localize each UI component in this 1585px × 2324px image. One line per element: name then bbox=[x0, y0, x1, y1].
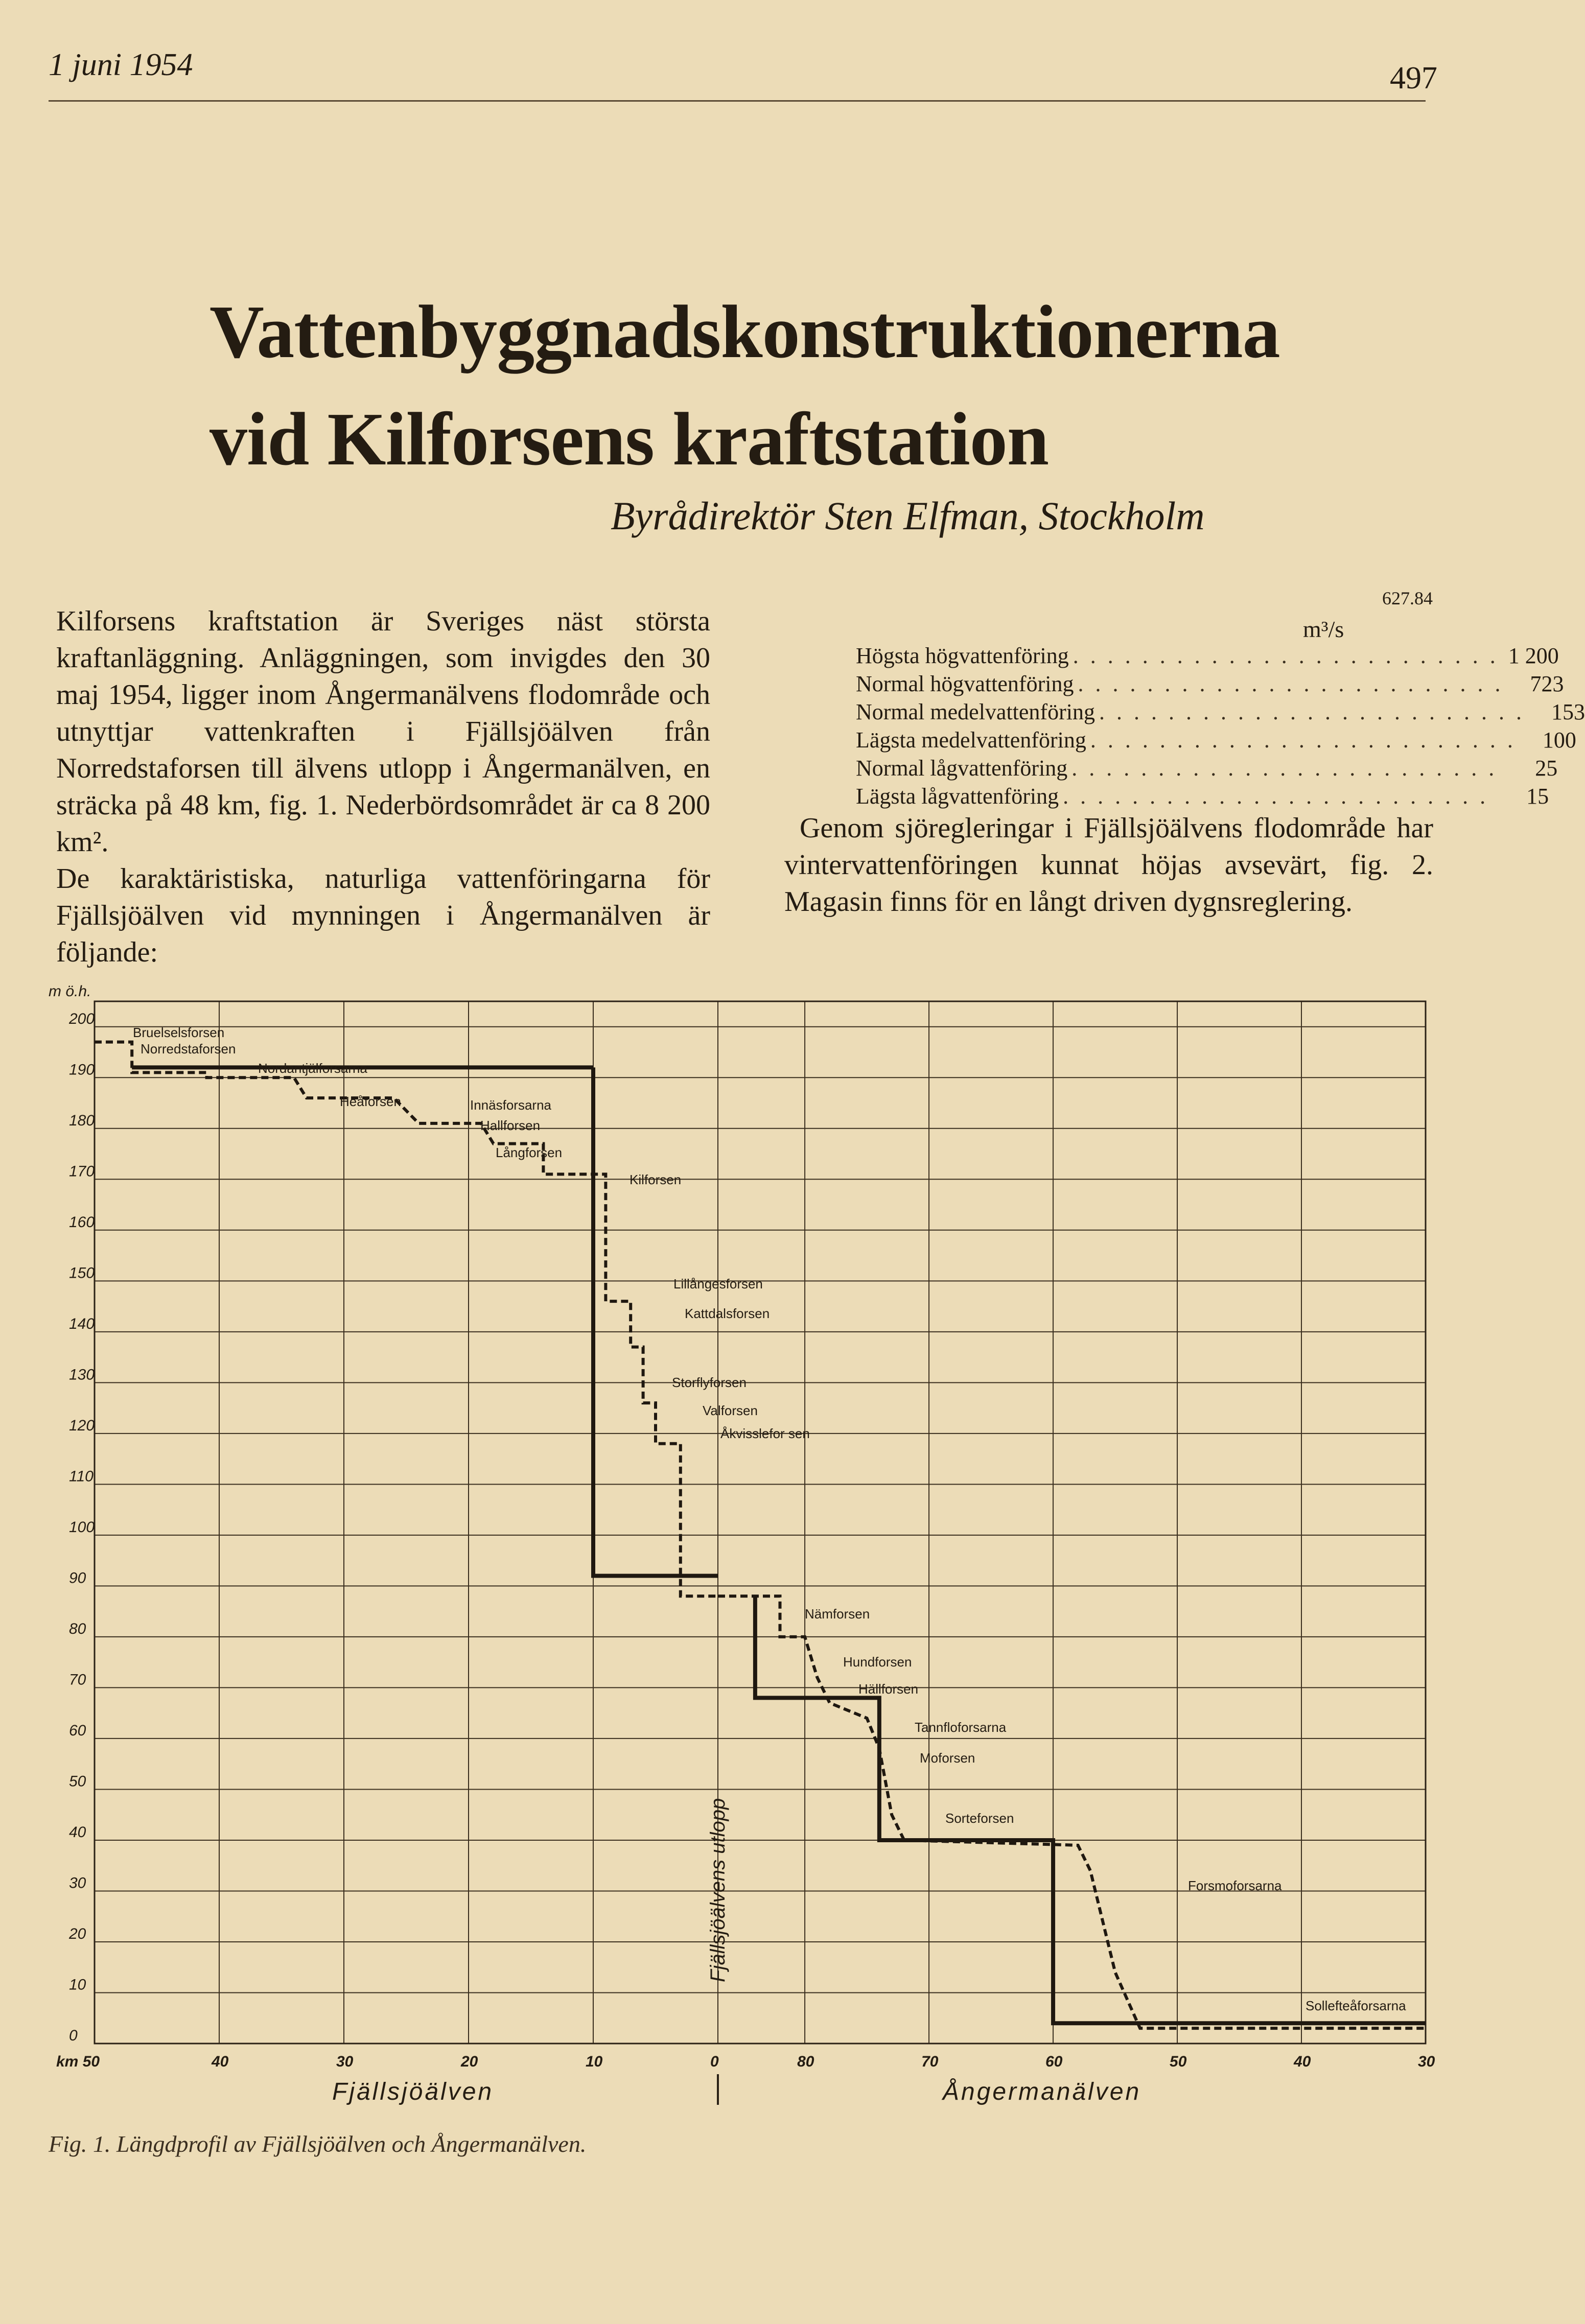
flow-label: Lägsta lågvattenföring bbox=[856, 784, 1059, 809]
flow-label: Normal medelvattenföring bbox=[856, 699, 1095, 724]
y-tick-label: 130 bbox=[69, 1366, 95, 1383]
station-label: Innäsforsarna bbox=[470, 1097, 551, 1113]
y-tick-label: 140 bbox=[69, 1315, 95, 1332]
y-tick-label: 40 bbox=[69, 1823, 86, 1841]
classification-code: 627.84 bbox=[1382, 588, 1433, 608]
station-label: Heåforsen bbox=[340, 1094, 401, 1109]
y-tick-label: 0 bbox=[69, 2027, 78, 2044]
leader-dots: . . . . . . . . . . . . . . . . . . . . . . . . . bbox=[1090, 727, 1516, 753]
flow-label: Högsta högvattenföring bbox=[856, 643, 1069, 668]
station-label: Nämforsen bbox=[805, 1606, 870, 1622]
flow-value: 15 bbox=[1526, 784, 1549, 809]
station-label: Norredstaforsen bbox=[141, 1041, 236, 1057]
x-tick-label: km 50 bbox=[56, 2053, 100, 2070]
station-label: Lillångesforsen bbox=[673, 1276, 763, 1292]
leader-dots: . . . . . . . . . . . . . . . . . . . . . . . . . bbox=[1063, 784, 1489, 809]
y-tick-label: 150 bbox=[69, 1264, 95, 1282]
leader-dots: . . . . . . . . . . . . . . . . . . . . . . . . . bbox=[1071, 756, 1498, 781]
x-tick-label: 30 bbox=[336, 2053, 354, 2070]
y-tick-label: 60 bbox=[69, 1722, 86, 1739]
flow-value: 1 200 bbox=[1508, 643, 1559, 668]
flow-value: 723 bbox=[1530, 671, 1564, 696]
y-tick-label: 70 bbox=[69, 1671, 86, 1688]
station-label: Sorteforsen bbox=[945, 1811, 1014, 1826]
x-tick-label: 40 bbox=[212, 2053, 229, 2070]
y-tick-label: 110 bbox=[69, 1468, 94, 1485]
station-label: Hällforsen bbox=[858, 1681, 919, 1697]
y-tick-label: 200 bbox=[69, 1010, 95, 1027]
paragraph-regulation: Genom sjöregleringar i Fjällsjöälvens flodområde har vintervattenföringen kunnat höjas avsevärt, fig. 2. Magasin finns för en långt driven dygnsreglering. bbox=[784, 812, 1433, 918]
title-line-1: Vattenbyggnadskonstruktionerna bbox=[209, 290, 1280, 374]
river-profile-fjallsjo bbox=[95, 1042, 718, 1597]
y-tick-label: 180 bbox=[69, 1112, 95, 1129]
station-label: Kilforsen bbox=[630, 1172, 682, 1187]
paragraph-intro: Kilforsens kraftstation är Sveriges näst största kraftanläggning. Anläggningen, som invigdes den 30 maj 1954, ligger inom Ångermanälvens flodområde och utnyttjar vattenkraften i Fjällsjöälven från Norredstaforsen till älvens utlopp i Ångermanälven, en sträcka på 48 km, fig. 1. Nederbördsområdet är ca 8 200 km². bbox=[56, 605, 710, 858]
leader-dots: . . . . . . . . . . . . . . . . . . . . . . . . . bbox=[1078, 671, 1504, 696]
station-label: Forsmoforsarna bbox=[1188, 1878, 1282, 1893]
x-axis-label-angerman: Ångermanälven bbox=[943, 2078, 1141, 2105]
station-label: Sollefteåforsarna bbox=[1306, 1998, 1406, 2013]
y-tick-label: 90 bbox=[69, 1569, 86, 1587]
figure-caption: Fig. 1. Längdprofil av Fjällsjöälven och Ångermanälven. bbox=[49, 2131, 587, 2157]
station-label: Nordantjälforsarna bbox=[258, 1061, 367, 1076]
y-tick-label: 190 bbox=[69, 1061, 95, 1078]
y-tick-label: 80 bbox=[69, 1620, 86, 1637]
y-tick-label: 20 bbox=[69, 1925, 86, 1942]
leader-dots: . . . . . . . . . . . . . . . . . . . . . . . . . bbox=[1073, 643, 1499, 668]
x-tick-label: 70 bbox=[921, 2053, 939, 2070]
leader-dots: . . . . . . . . . . . . . . . . . . . . . . . . . bbox=[1099, 699, 1525, 724]
flow-unit: m³/s bbox=[1303, 616, 1344, 642]
x-tick-label: 0 bbox=[710, 2053, 719, 2070]
y-tick-label: 50 bbox=[69, 1773, 86, 1790]
flow-value: 153 bbox=[1551, 699, 1585, 724]
x-axis-label-fjallsjo: Fjällsjöälven bbox=[332, 2078, 494, 2105]
station-label: Åkvisslefor sen bbox=[720, 1426, 810, 1441]
station-label: Bruelselsforsen bbox=[133, 1025, 225, 1040]
y-tick-label: 170 bbox=[69, 1163, 95, 1180]
issue-date: 1 juni 1954 bbox=[49, 48, 193, 82]
page-number: 497 bbox=[1390, 61, 1437, 96]
station-label: Valforsen bbox=[703, 1403, 758, 1418]
station-label: Storflyforsen bbox=[672, 1375, 747, 1390]
flow-label: Normal lågvattenföring bbox=[856, 756, 1068, 781]
flow-value: 25 bbox=[1535, 756, 1558, 781]
river-profile-angerman bbox=[718, 1596, 1426, 2028]
station-label: Långforsen bbox=[496, 1145, 563, 1160]
x-tick-label: 30 bbox=[1418, 2053, 1435, 2070]
x-tick-label: 80 bbox=[797, 2053, 814, 2070]
flow-label: Lägsta medelvattenföring bbox=[856, 727, 1086, 753]
x-tick-label: 50 bbox=[1170, 2053, 1187, 2070]
flow-value: 100 bbox=[1542, 727, 1576, 753]
x-tick-label: 10 bbox=[586, 2053, 603, 2070]
y-axis-label: m ö.h. bbox=[49, 983, 91, 1000]
x-tick-label: 60 bbox=[1045, 2053, 1063, 2070]
paragraph-flows: De karaktäristiska, naturliga vattenföringarna för Fjällsjöälven vid mynningen i Ångermanälven är följande: bbox=[56, 863, 710, 968]
y-tick-label: 120 bbox=[69, 1417, 95, 1434]
y-tick-label: 100 bbox=[69, 1518, 95, 1536]
kilforsen-head-line bbox=[593, 1067, 718, 1576]
station-label: Kattdalsforsen bbox=[685, 1306, 770, 1321]
station-label: Moforsen bbox=[920, 1750, 975, 1766]
x-tick-label: 20 bbox=[461, 2053, 478, 2070]
author-byline: Byrådirektör Sten Elfman, Stockholm bbox=[611, 494, 1205, 538]
station-label: Hundforsen bbox=[843, 1654, 912, 1670]
y-tick-label: 160 bbox=[69, 1213, 95, 1231]
x-tick-label: 40 bbox=[1294, 2053, 1311, 2070]
station-label: Tannfloforsarna bbox=[915, 1720, 1007, 1735]
y-tick-label: 30 bbox=[69, 1874, 86, 1892]
y-tick-label: 10 bbox=[69, 1976, 86, 1993]
outlet-label: Fjällsjöälvens utlopp bbox=[707, 1798, 729, 1982]
title-line-2: vid Kilforsens kraftstation bbox=[209, 397, 1049, 481]
station-label: Hallforsen bbox=[480, 1118, 541, 1133]
flow-label: Normal högvattenföring bbox=[856, 671, 1074, 696]
